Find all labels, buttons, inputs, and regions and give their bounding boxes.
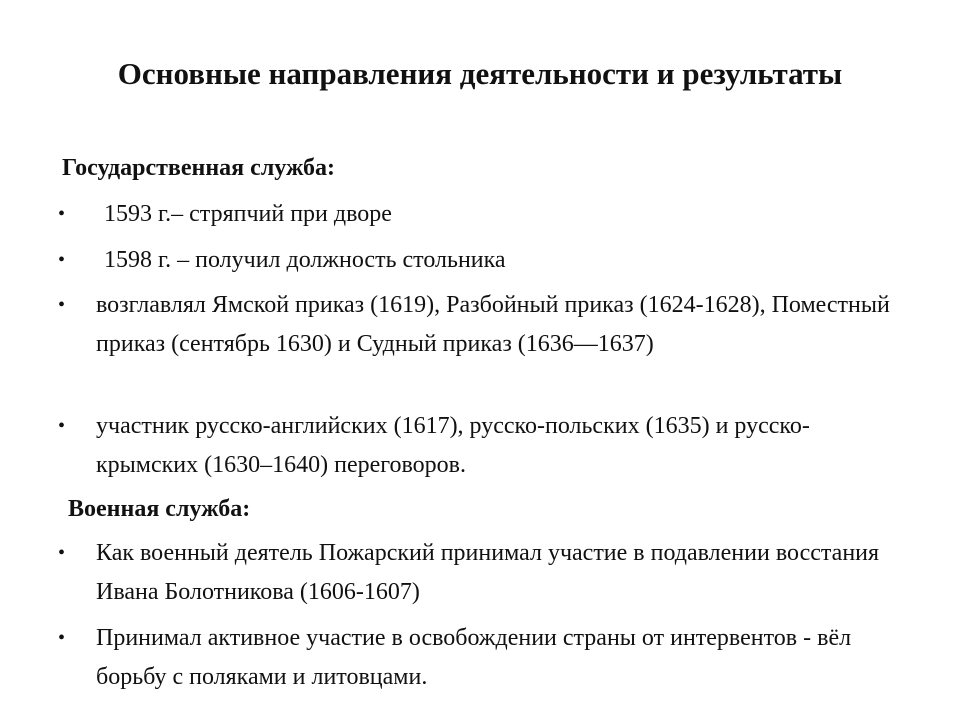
bullet-icon: •	[58, 249, 66, 271]
list-item-text: возглавлял Ямской приказ (1619), Разбойный приказ (1624-1628), Поместный приказ (сентябрь 1630) и Судный приказ (1636—1637)	[96, 292, 890, 357]
list-item-text: Принимал активное участие в освобождении страны от интервентов - вёл борьбу с поляками и литовцами.	[96, 625, 852, 690]
bullet-icon: •	[58, 627, 66, 649]
military-service-heading: Военная служба:	[68, 496, 251, 522]
list-item	[58, 534, 908, 612]
list-item-text: 1593 г.– стряпчий при дворе	[104, 201, 392, 227]
list-item	[58, 195, 908, 234]
bullet-icon: •	[58, 542, 66, 564]
list-item	[58, 286, 908, 364]
list-item-text: участник русско-английских (1617), русско-польских (1635) и русско-крымских (1630–1640) переговоров.	[96, 413, 810, 478]
bullet-icon: •	[58, 294, 66, 316]
list-item	[58, 619, 908, 697]
list-item	[58, 407, 908, 485]
list-item	[58, 241, 908, 280]
state-service-heading: Государственная служба:	[62, 155, 336, 181]
list-item-text: Как военный деятель Пожарский принимал участие в подавлении восстания Ивана Болотникова (1606-1607)	[96, 540, 880, 605]
slide-title: Основные направления деятельности и результаты	[117, 56, 843, 91]
bullet-icon: •	[58, 203, 66, 225]
bullet-icon: •	[58, 415, 66, 437]
list-item-text: 1598 г. – получил должность стольника	[104, 247, 506, 273]
